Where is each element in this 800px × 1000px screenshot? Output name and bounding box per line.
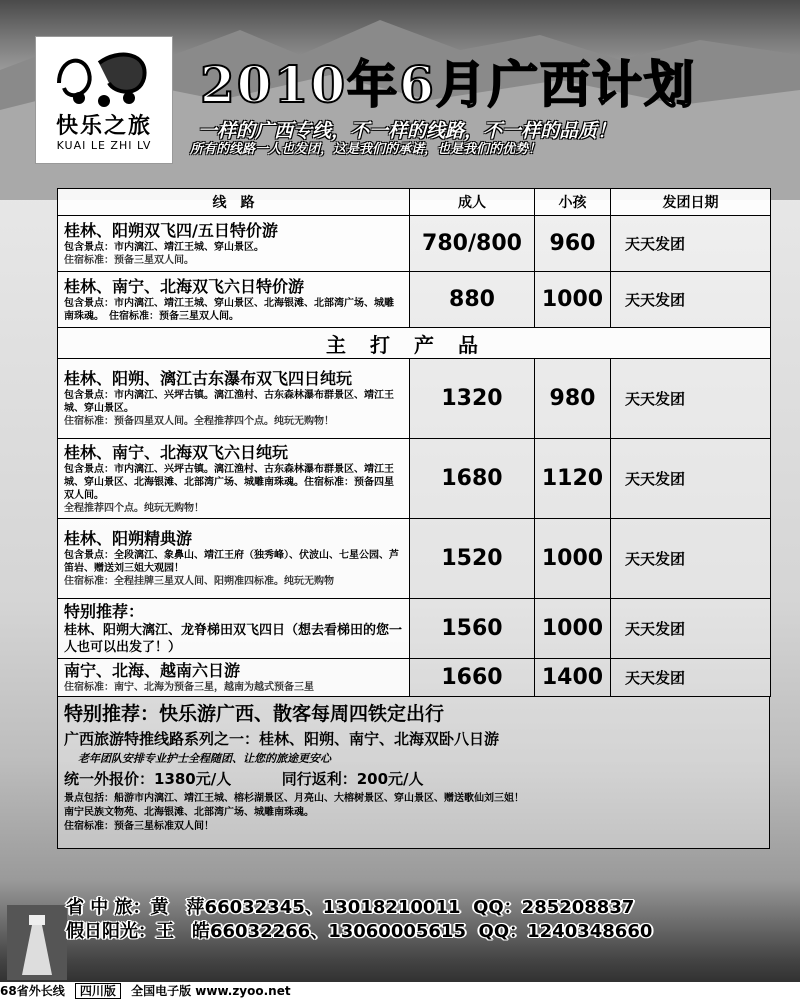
contact-qq: QQ：1240348660 [478, 921, 653, 942]
contact-qq: QQ：285208837 [473, 897, 635, 918]
rebate-price: 同行返利：200元/人 [281, 770, 424, 788]
departure-date: 天天发团 [611, 272, 771, 328]
child-price: 1120 [535, 439, 611, 519]
contact-phones: 66032266、13060005615 [210, 921, 466, 942]
slogan-primary: 一样的广西专线，不一样的线路，不一样的品质！ [198, 120, 617, 142]
child-price: 1400 [535, 659, 611, 697]
header-date: 发团日期 [611, 189, 771, 216]
route-name: 桂林、阳朔、漓江古东瀑布双飞四日纯玩 [64, 369, 353, 388]
child-price: 960 [535, 216, 611, 272]
special-offer-title: 特别推荐：快乐游广西、散客每周四铁定出行 [64, 703, 445, 725]
table-row [58, 659, 771, 697]
brand-logo [35, 36, 173, 164]
route-name: 南宁、北海、越南六日游 [64, 661, 241, 680]
page-title: 2010年6月广西计划 [200, 55, 696, 114]
senior-group-note: 老年团队安排专业护士全程随团、让您的旅途更安心 [78, 752, 331, 765]
attractions-line: 景点包括：船游市内漓江、靖江王城、榕杉湖景区、月亮山、大榕树景区、穿山景区、赠送歌仙刘三姐！ [64, 793, 524, 804]
table-row [58, 599, 771, 659]
contact-line-2 [66, 917, 766, 943]
route-note: 住宿标准：预备四星双人间。全程推荐四个点。纯玩无购物！ [64, 416, 334, 427]
child-price: 1000 [535, 272, 611, 328]
butterfly-logo-icon [49, 43, 159, 113]
route-cell [58, 359, 410, 439]
route-name: 桂林、南宁、北海双飞六日特价游 [64, 276, 305, 296]
route-name: 桂林、阳朔精典游 [64, 529, 193, 548]
route-name: 桂林、阳朔双飞四/五日特价游 [64, 220, 278, 240]
footer-site: 全国电子版 www.zyoo.net [131, 984, 291, 998]
adult-price: 1680 [410, 439, 535, 519]
table-row [58, 439, 771, 519]
adult-price: 780/800 [410, 216, 535, 272]
slogan-secondary: 所有的线路一人也发团，这是我们的承诺，也是我们的优势！ [190, 142, 542, 157]
eight-day-route-title: 广西旅游特推线路系列之一：桂林、阳朔、南宁、北海双卧八日游 [64, 730, 500, 748]
route-detail: 包含景点：市内漓江、靖江王城、穿山景区。 [64, 241, 264, 253]
table-row [58, 519, 771, 599]
route-table [57, 188, 771, 697]
route-detail: 包含景点：市内漓江、兴坪古镇。漓江渔村、古东森林瀑布群景区、靖江王城、穿山景区、北海银滩、北部湾广场、城雕南珠魂。住宿标准：预备四星双人间。 [64, 463, 394, 501]
route-cell [58, 519, 410, 599]
section-title: 主打产品 [58, 328, 771, 359]
header-child: 小孩 [535, 189, 611, 216]
route-note: 住宿标准：预备三星双人间。 [64, 254, 194, 266]
route-cell [58, 272, 410, 328]
adult-price: 880 [410, 272, 535, 328]
special-offer-block [57, 697, 770, 849]
contact-org: 省 中 旅：黄 萍 [66, 897, 205, 918]
contact-phones: 66032345、13018210011 [204, 897, 461, 918]
child-price: 1000 [535, 519, 611, 599]
child-price: 1000 [535, 599, 611, 659]
route-cell [58, 659, 410, 697]
header-route: 线 路 [58, 189, 410, 216]
route-note: 全程推荐四个点。纯玩无购物！ [64, 502, 204, 514]
departure-date: 天天发团 [611, 439, 771, 519]
table-row [58, 272, 771, 328]
route-detail: 包含景点：市内漓江、兴坪古镇。漓江渔村、古东森林瀑布群景区、靖江王城、穿山景区。 [64, 390, 394, 414]
route-cell [58, 599, 410, 659]
child-price: 980 [535, 359, 611, 439]
route-cell [58, 216, 410, 272]
route-cell [58, 439, 410, 519]
adult-price: 1520 [410, 519, 535, 599]
adult-price: 1320 [410, 359, 535, 439]
unified-price: 统一外报价：1380元/人 [64, 770, 232, 788]
route-detail: 包含景点：全段漓江、象鼻山、靖江王府（独秀峰）、伏波山、七星公园、芦笛岩、赠送刘三姐大观园！ [64, 550, 399, 574]
table-header-row [58, 189, 771, 216]
route-detail: 包含景点：市内漓江、靖江王城、穿山景区、北海银滩、北部湾广场、城雕南珠魂。 住宿标准：预备三星双人间。 [64, 297, 394, 322]
table-row [58, 216, 771, 272]
attractions-line-2: 南宁民族文物苑、北海银滩、北部湾广场、城雕南珠魂。 [64, 807, 314, 818]
route-detail: 桂林、阳朔大漓江、龙脊梯田双飞四日（想去看梯田的您一人也可以出发了！） [64, 622, 403, 655]
accommodation-line: 住宿标准：预备三星标准双人间！ [64, 821, 214, 832]
route-note: 住宿标准：全程挂牌三星双人间、阳朔准四标准。纯玩无购物 [64, 576, 334, 587]
logo-chinese-text: 快乐之旅 [55, 114, 152, 139]
lighthouse-illustration [2, 905, 72, 980]
adult-price: 1560 [410, 599, 535, 659]
contact-line-1 [66, 893, 766, 919]
logo-english-text: KUAI LE ZHI LV [56, 139, 152, 152]
page-footer [0, 982, 800, 1000]
footer-edition: 四川版 [75, 983, 121, 999]
price-line [64, 766, 763, 792]
route-note: 住宿标准：南宁、北海为预备三星，越南为越式预备三星 [64, 682, 314, 693]
route-name: 特别推荐： [64, 601, 145, 621]
departure-date: 天天发团 [611, 659, 771, 697]
footer-page: 68省外长线 [0, 984, 65, 998]
contact-org: 假日阳光：王 皓 [66, 921, 210, 942]
departure-date: 天天发团 [611, 216, 771, 272]
section-row [58, 328, 771, 359]
route-name: 桂林、南宁、北海双飞六日纯玩 [64, 442, 289, 462]
table-row [58, 359, 771, 439]
adult-price: 1660 [410, 659, 535, 697]
departure-date: 天天发团 [611, 359, 771, 439]
header-adult: 成人 [410, 189, 535, 216]
departure-date: 天天发团 [611, 599, 771, 659]
departure-date: 天天发团 [611, 519, 771, 599]
